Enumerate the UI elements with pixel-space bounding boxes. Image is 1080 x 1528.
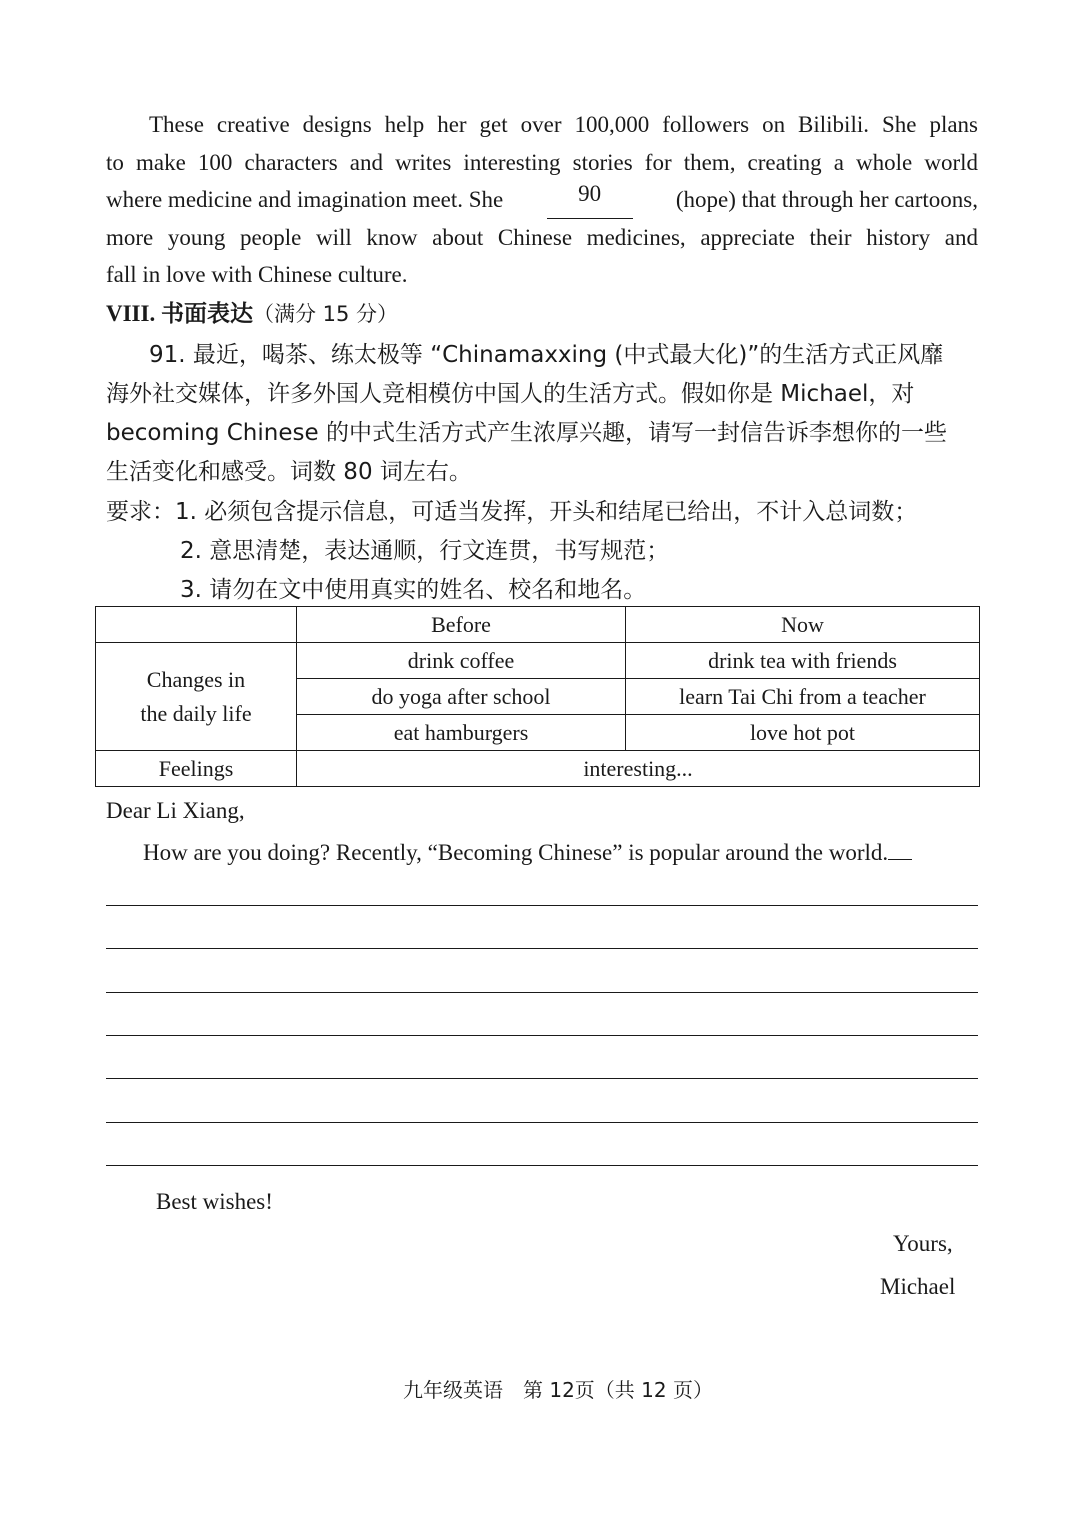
letter-signoff: Yours,	[893, 1231, 953, 1256]
before-cell: drink coffee	[297, 643, 626, 679]
changes-label-line2: the daily life	[140, 700, 252, 726]
table-row-feelings	[96, 751, 980, 787]
task-line: 海外社交媒体，许多外国人竞相模仿中国人的生活方式。假如你是 Michael，对	[106, 381, 915, 407]
now-cell: learn Tai Chi from a teacher	[626, 679, 980, 715]
page-footer: 九年级英语 第 12页（共 12 页）	[403, 1378, 713, 1402]
letter-opening: How are you doing? Recently, “Becoming Chinese” is popular around the world.	[143, 840, 889, 865]
section-number: VIII. 书面表达	[106, 301, 253, 326]
letter-signature: Michael	[880, 1274, 956, 1299]
writing-line[interactable]	[106, 1078, 978, 1079]
writing-line[interactable]	[106, 905, 978, 906]
letter-closing: Best wishes!	[156, 1189, 273, 1214]
writing-line[interactable]	[106, 948, 978, 949]
letter-salutation: Dear Li Xiang,	[106, 798, 245, 823]
passage-line: fall in love with Chinese culture.	[106, 262, 408, 287]
before-cell: eat hamburgers	[297, 715, 626, 751]
header-now: Now	[626, 607, 980, 643]
now-cell: love hot pot	[626, 715, 980, 751]
table-corner-cell	[96, 607, 297, 643]
passage-text: where medicine and imagination meet. She	[106, 187, 504, 212]
task-line: becoming Chinese 的中式生活方式产生浓厚兴趣，请写一封信告诉李想你的一些	[106, 420, 947, 446]
header-before: Before	[297, 607, 626, 643]
requirement-2: 2. 意思清楚，表达通顺，行文连贯，书写规范；	[180, 538, 670, 564]
passage-line: more young people will know about Chinese medicines, appreciate their history and	[106, 224, 978, 250]
task-line: 91. 最近，喝茶、练太极等 “Chinamaxxing (中式最大化)”的生活方式正风靡	[149, 342, 944, 368]
prompt-table	[95, 606, 980, 787]
writing-line-start[interactable]	[888, 859, 912, 860]
writing-line[interactable]	[106, 992, 978, 993]
changes-label-line1: Changes in	[146, 666, 246, 692]
passage-line	[106, 181, 978, 219]
table-header-row	[96, 607, 980, 643]
changes-label-cell	[96, 643, 297, 751]
passage-line: These creative designs help her get over 100,000 followers on Bilibili. She plans	[149, 112, 978, 137]
section-heading	[106, 296, 398, 332]
letter-opening-line	[143, 834, 912, 872]
writing-line[interactable]	[106, 1165, 978, 1166]
table-row	[96, 643, 980, 679]
passage-text: (hope) that through her cartoons,	[675, 187, 978, 212]
feelings-value: interesting...	[297, 751, 980, 787]
requirement-1: 要求：1. 必须包含提示信息，可适当发挥，开头和结尾已给出，不计入总词数；	[106, 499, 918, 525]
answer-blank-90: 90	[547, 181, 633, 219]
now-cell: drink tea with friends	[626, 643, 980, 679]
section-score: （满分 15 分）	[252, 302, 399, 326]
task-line: 生活变化和感受。词数 80 词左右。	[106, 459, 472, 485]
passage	[106, 106, 978, 294]
feelings-label: Feelings	[96, 751, 297, 787]
writing-line[interactable]	[106, 1035, 978, 1036]
before-cell: do yoga after school	[297, 679, 626, 715]
writing-line[interactable]	[106, 1122, 978, 1123]
requirement-3: 3. 请勿在文中使用真实的姓名、校名和地名。	[180, 577, 647, 603]
passage-line: to make 100 characters and writes interesting stories for them, creating a whole world	[106, 149, 978, 175]
